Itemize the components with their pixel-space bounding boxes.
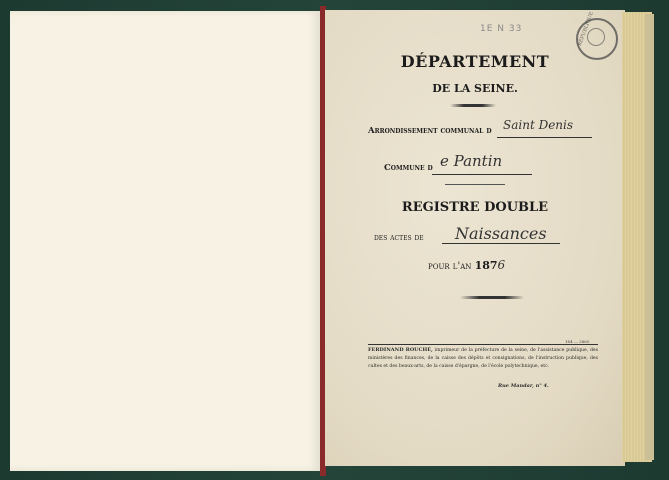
- arrondissement-underline: [497, 137, 592, 138]
- printer-job-number: 184 — 3865: [565, 339, 590, 344]
- short-divider: [445, 184, 505, 185]
- year-written: 6: [497, 258, 506, 272]
- actes-value: Naissances: [455, 224, 547, 243]
- arrondissement-label: Arrondissement communal d: [368, 126, 492, 136]
- actes-underline: [442, 243, 560, 244]
- pencil-note: 1E N 33: [480, 24, 523, 34]
- printer-name: FERDINAND ROUCHÉ,: [368, 347, 433, 353]
- arrondissement-value: Saint Denis: [503, 118, 574, 132]
- commune-underline: [432, 174, 532, 175]
- department-title: DÉPARTEMENT: [400, 52, 550, 71]
- ornament-divider: [450, 104, 496, 107]
- printer-address: Rue Mandar, n° 4.: [498, 383, 549, 389]
- commune-value: e Pantin: [440, 152, 503, 170]
- commune-label: Commune d: [384, 163, 433, 173]
- stamp-inner-ring: [587, 28, 605, 46]
- department-name: DE LA SEINE.: [432, 82, 518, 95]
- page-edges-shade: [645, 14, 654, 460]
- printer-imprint: [368, 347, 598, 370]
- registre-title: REGISTRE DOUBLE: [401, 200, 549, 215]
- pour-label: pour l'an: [428, 261, 472, 272]
- year-printed: 187: [474, 259, 498, 272]
- printer-rule: [368, 344, 598, 345]
- actes-label: des actes de: [374, 233, 424, 243]
- year-line: [428, 258, 505, 272]
- printer-description: imprimeur de la préfecture de la seine, de l'assistance publique, des ministères des finances, de la caisse des dépôts et consignations, de l'instruction publique, des cultes et des beaux-arts, de la caisse d'épargne, de l'école polytechnique, etc.: [368, 348, 599, 369]
- stamp-text: RÉPUBLIQUE: [576, 11, 595, 47]
- ornament-divider-lower: [460, 296, 524, 299]
- left-blank-page: [10, 11, 321, 471]
